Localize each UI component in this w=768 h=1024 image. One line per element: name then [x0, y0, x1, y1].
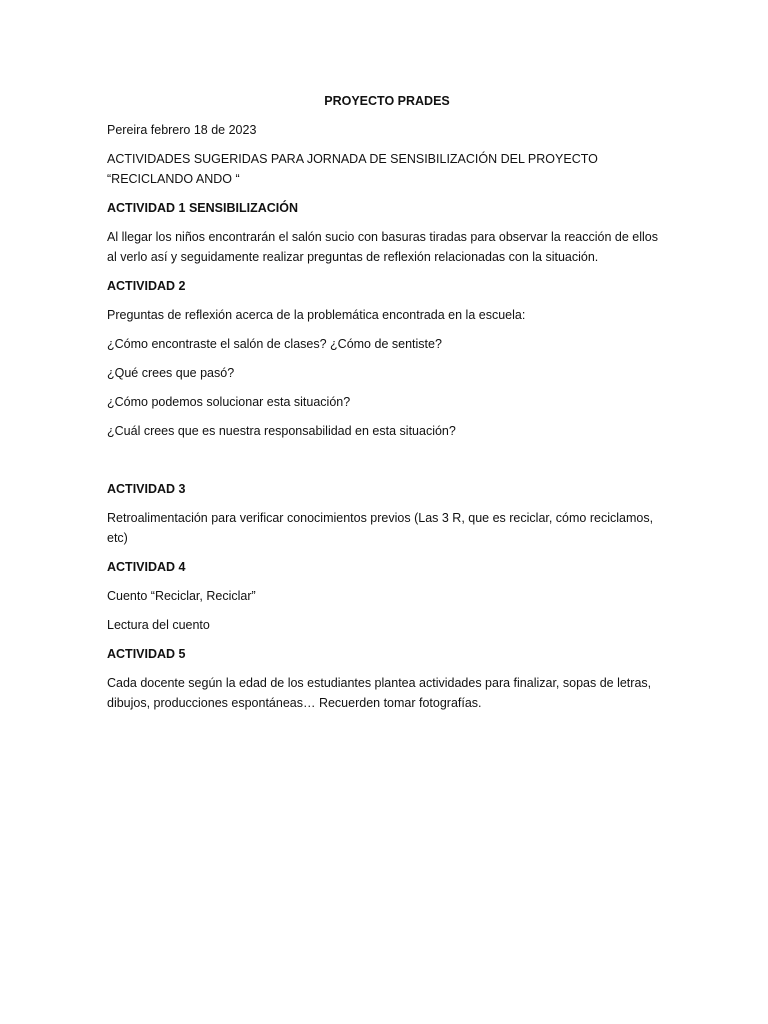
activity-2-question: ¿Cómo podemos solucionar esta situación? — [107, 395, 351, 409]
document-title: PROYECTO PRADES — [324, 94, 450, 108]
activity-3-text: Retroalimentación para verificar conocimientos previos (Las 3 R, que es reciclar, cómo reciclamos, etc) — [107, 511, 654, 545]
activity-3-heading: ACTIVIDAD 3 — [107, 482, 186, 496]
activity-4-heading: ACTIVIDAD 4 — [107, 560, 186, 574]
activity-5-text: Cada docente según la edad de los estudiantes plantea actividades para finalizar, sopas de letras, dibujos, producciones espontáneas… Recuerden tomar fotografías. — [107, 676, 652, 710]
document-intro: ACTIVIDADES SUGERIDAS PARA JORNADA DE SENSIBILIZACIÓN DEL PROYECTO “RECICLANDO ANDO “ — [107, 152, 598, 186]
activity-5-heading: ACTIVIDAD 5 — [107, 647, 186, 661]
activity-1-text: Al llegar los niños encontrarán el salón sucio con basuras tiradas para observar la reacción de ellos al verlo así y seguidamente realizar preguntas de reflexión relacionadas con la situación. — [107, 230, 659, 264]
activity-2-intro: Preguntas de reflexión acerca de la problemática encontrada en la escuela: — [107, 308, 526, 322]
activity-1-heading: ACTIVIDAD 1 SENSIBILIZACIÓN — [107, 201, 298, 215]
document-date: Pereira febrero 18 de 2023 — [107, 123, 257, 137]
activity-2-question: ¿Cómo encontraste el salón de clases? ¿Cómo de sentiste? — [107, 337, 442, 351]
activity-2-question: ¿Cuál crees que es nuestra responsabilidad en esta situación? — [107, 424, 456, 438]
activity-2-question: ¿Qué crees que pasó? — [107, 366, 235, 380]
paragraph-spacer — [107, 450, 667, 479]
activity-4-story: Cuento “Reciclar, Reciclar” — [107, 589, 256, 603]
activity-4-reading: Lectura del cuento — [107, 618, 210, 632]
document-body — [107, 91, 667, 722]
activity-2-heading: ACTIVIDAD 2 — [107, 279, 186, 293]
